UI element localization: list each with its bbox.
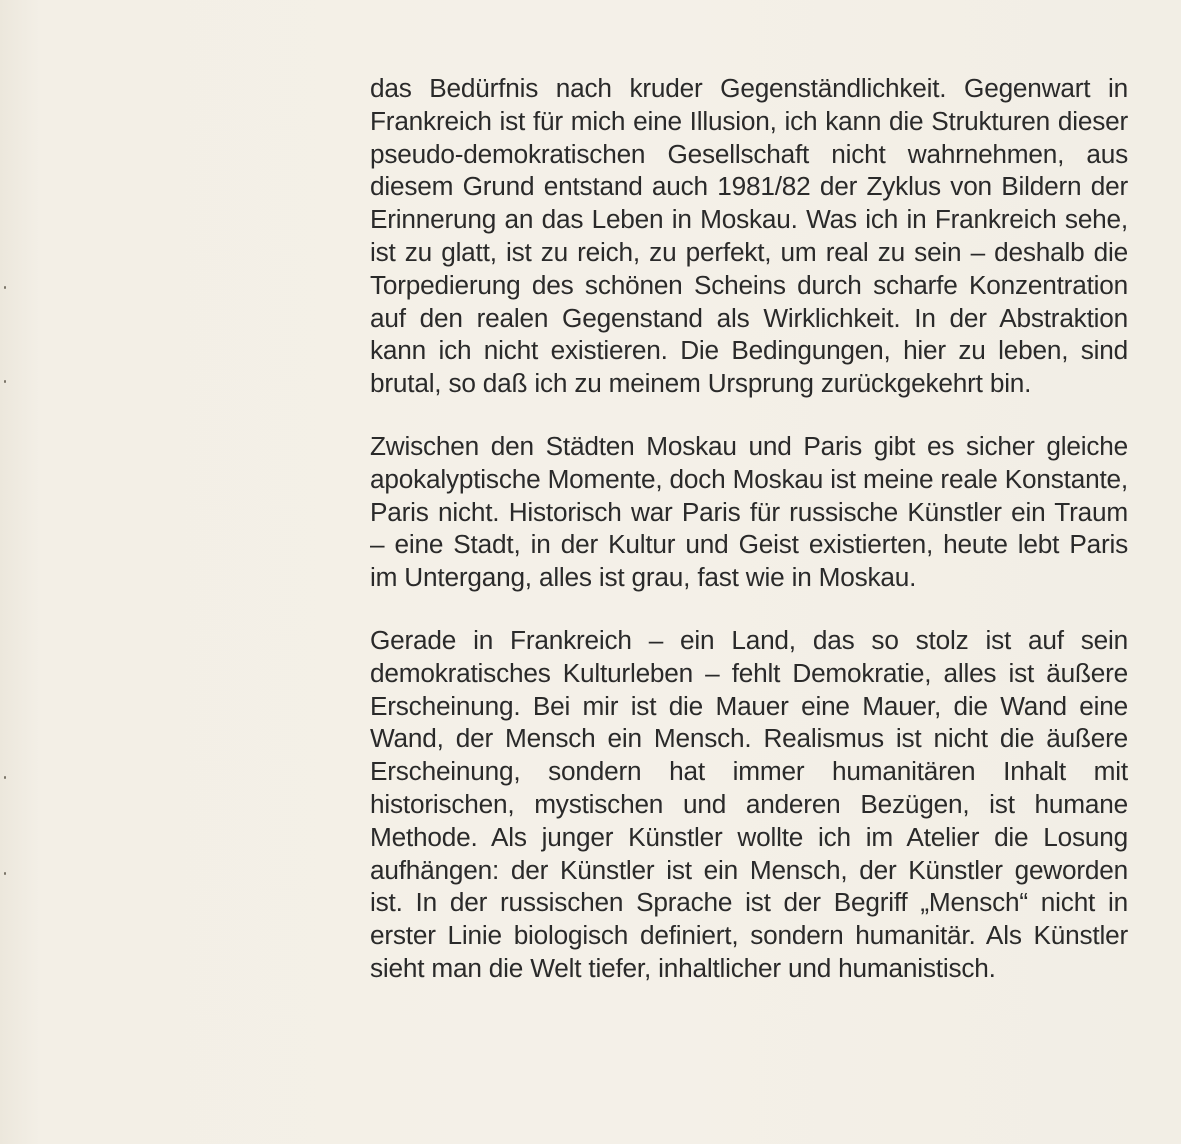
- scan-speck: [4, 380, 6, 383]
- paragraph-3: Gerade in Frankreich – ein Land, das so stolz ist auf sein demokratisches Kulturleben – fehlt Demokratie, alles ist äußere Erscheinung. Bei mir ist die Mauer eine Mauer, die Wand eine Wand, der Mensch ein Mensch. Realismus ist nicht die äußere Erscheinung, sondern hat immer humanitären Inhalt mit historischen, mystischen und anderen Bezügen, ist humane Methode. Als junger Künstler wollte ich im Atelier die Losung aufhängen: der Künstler ist ein Mensch, der Künstler geworden ist. In der russischen Sprache ist der Begriff „Mensch“ nicht in erster Linie biologisch definiert, sondern humanitär. Als Künstler sieht man die Welt tiefer, inhaltlicher und humanistisch.: [370, 624, 1128, 983]
- scan-speck: [4, 776, 6, 779]
- scan-speck: [4, 286, 6, 289]
- body-text-column: [370, 72, 1128, 985]
- paragraph-2: Zwischen den Städten Moskau und Paris gibt es sicher gleiche apokalyptische Momente, doch Moskau ist meine reale Konstante, Paris nicht. Historisch war Paris für russische Künstler ein Traum – eine Stadt, in der Kultur und Geist existierten, heute lebt Paris im Untergang, alles ist grau, fast wie in Moskau.: [370, 430, 1128, 593]
- scan-speck: [4, 872, 6, 875]
- paragraph-1: das Bedürfnis nach kruder Gegenständlichkeit. Gegenwart in Frankreich ist für mich eine Illusion, ich kann die Strukturen dieser pseudo-demokratischen Gesellschaft nicht wahrnehmen, aus diesem Grund entstand auch 1981/82 der Zyklus von Bildern der Erinnerung an das Leben in Moskau. Was ich in Frankreich sehe, ist zu glatt, ist zu reich, zu perfekt, um real zu sein – deshalb die Torpedierung des schönen Scheins durch scharfe Konzentration auf den realen Gegenstand als Wirklichkeit. In der Abstraktion kann ich nicht existieren. Die Bedingungen, hier zu leben, sind brutal, so daß ich zu meinem Ursprung zurückgekehrt bin.: [370, 73, 1128, 399]
